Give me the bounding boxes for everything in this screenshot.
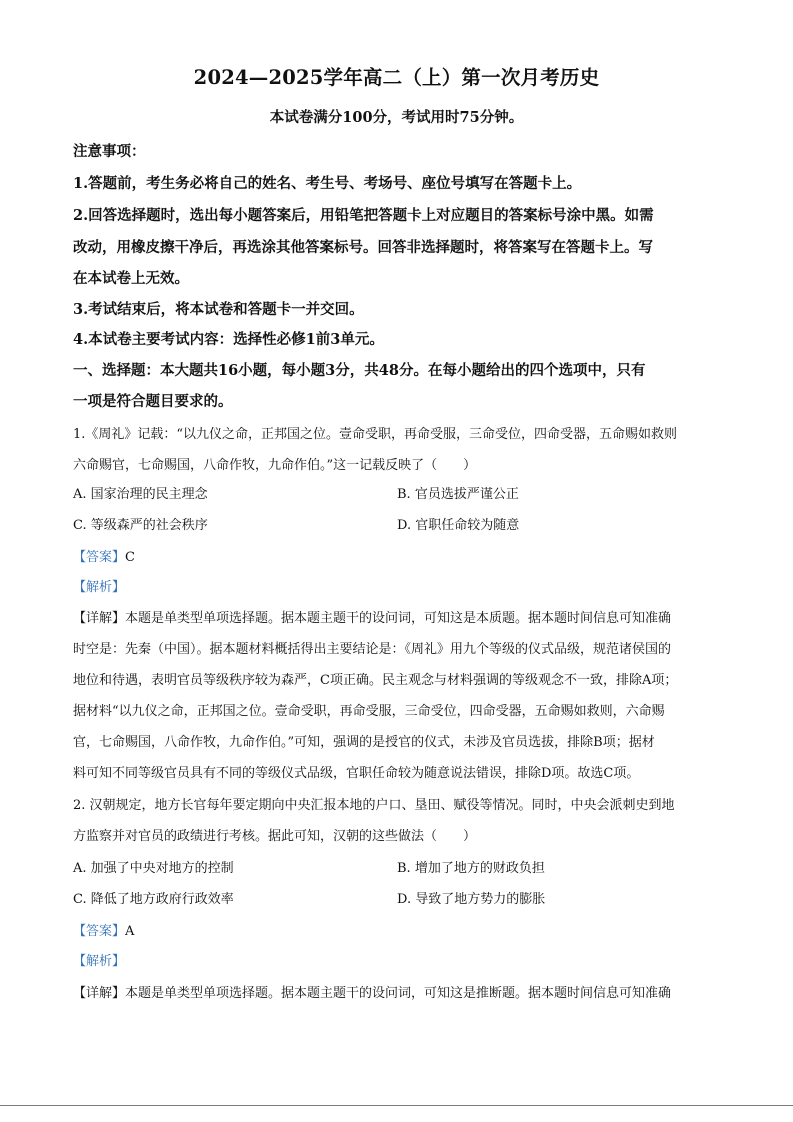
answer-tag: 【答案】 <box>73 550 126 565</box>
page-bottom-rule <box>0 1105 793 1106</box>
section-heading: 一项是符合题目要求的。 <box>73 393 233 410</box>
option-c: C. 等级森严的社会秩序 <box>73 518 208 533</box>
analysis-tag: 【解析】 <box>73 954 126 969</box>
question-stem: 方监察并对官员的政绩进行考核。据此可知，汉朝的这些做法（ ） <box>73 829 477 844</box>
question-stem: 1.《周礼》记载：“以九仪之命，正邦国之位。壹命受职，再命受服，三命受位，四命受器，五命赐如救则 <box>73 427 678 442</box>
detail-line: 地位和待遇，表明官员等级秩序较为森严，C项正确。民主观念与材料强调的等级观念不一致，排除A项； <box>73 673 678 688</box>
option-a: A. 加强了中央对地方的控制 <box>73 861 234 876</box>
question-stem: 六命赐官，七命赐国，八命作牧，九命作伯。”这一记载反映了（ ） <box>73 458 477 473</box>
detail-text: 本题是单类型单项选择题。据本题主题干的设问词，可知这是本质题。据本题时间信息可知准确 <box>125 611 672 626</box>
answer-tag: 【答案】 <box>73 924 126 939</box>
detail-tag: 【详解】 <box>73 986 126 1001</box>
detail-line <box>73 607 671 626</box>
notes-heading: 注意事项： <box>73 143 146 160</box>
note-line: 2.回答选择题时，选出每小题答案后，用铅笔把答题卡上对应题目的答案标号涂中黑。如需 <box>73 207 654 224</box>
option-b: B. 增加了地方的财政负担 <box>397 861 545 876</box>
note-line: 3.考试结束后，将本试卷和答题卡一并交回。 <box>73 301 364 318</box>
detail-text: 本题是单类型单项选择题。据本题主题干的设问词，可知这是推断题。据本题时间信息可知准确 <box>125 986 672 1001</box>
detail-line: 时空是：先秦（中国）。据本题材料概括得出主要结论是：《周礼》用九个等级的仪式品级，规范诸侯国的 <box>73 642 672 657</box>
note-line: 1.答题前，考生务必将自己的姓名、考生号、考场号、座位号填写在答题卡上。 <box>73 175 582 192</box>
answer-value: A <box>125 924 135 939</box>
note-line: 改动，用橡皮擦干净后，再选涂其他答案标号。回答非选择题时，将答案写在答题卡上。写 <box>73 239 653 256</box>
answer-line <box>73 920 134 939</box>
question-stem: 2. 汉朝规定，地方长官每年要定期向中央汇报本地的户口、垦田、赋役等情况。同时，中央会派刺史到地 <box>73 798 675 813</box>
page-title: 2024—2025学年高二（上）第一次月考历史 <box>193 66 600 89</box>
detail-line: 料可知不同等级官员具有不同的等级仪式品级，官职任命较为随意说法错误，排除D项。故选C项。 <box>73 766 640 781</box>
option-c: C. 降低了地方政府行政效率 <box>73 892 234 907</box>
note-line: 在本试卷上无效。 <box>73 270 189 287</box>
option-b: B. 官员选拔严谨公正 <box>397 487 519 502</box>
note-line: 4.本试卷主要考试内容：选择性必修1前3单元。 <box>73 331 384 348</box>
option-d: D. 官职任命较为随意 <box>397 518 520 533</box>
section-heading: 一、选择题：本大题共16小题，每小题3分，共48分。在每小题给出的四个选项中，只有 <box>73 362 646 379</box>
option-a: A. 国家治理的民主理念 <box>73 487 208 502</box>
option-d: D. 导致了地方势力的膨胀 <box>397 892 546 907</box>
detail-line <box>73 982 671 1001</box>
answer-value: C <box>125 550 135 565</box>
detail-line: 官，七命赐国，八命作牧，九命作伯。”可知，强调的是授官的仪式，未涉及官员选拔，排除B项；据材 <box>73 735 655 750</box>
detail-line: 据材料“以九仪之命，正邦国之位。壹命受职，再命受服，三命受位，四命受器，五命赐如救则，六命赐 <box>73 704 665 719</box>
exam-info: 本试卷满分100分，考试用时75分钟。 <box>269 109 524 126</box>
analysis-tag: 【解析】 <box>73 580 126 595</box>
detail-tag: 【详解】 <box>73 611 126 626</box>
answer-line <box>73 546 135 565</box>
